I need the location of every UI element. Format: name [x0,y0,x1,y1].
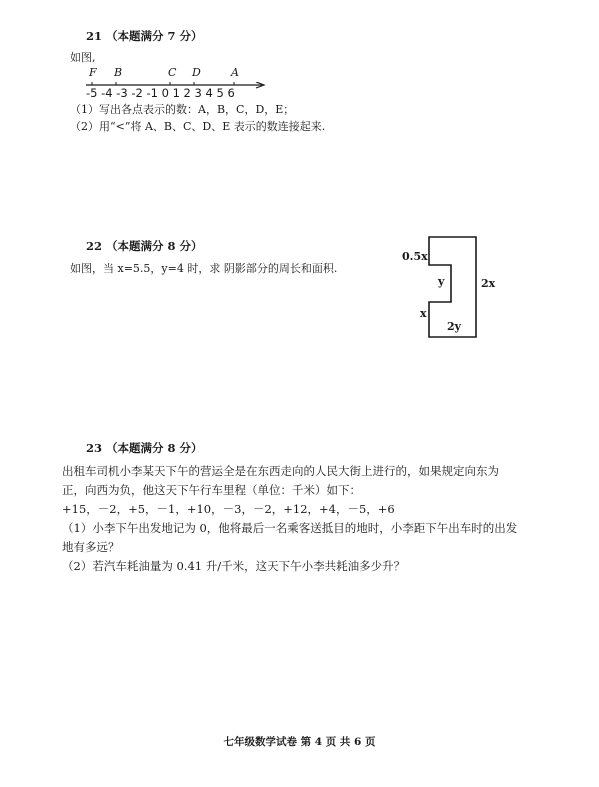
q21-subquestion-1: （1）写出各点表示的数：A，B，C，D，E； [70,103,295,116]
q21-header: 21 （本题满分 7 分） [86,29,203,43]
point-label-b: B [114,66,123,79]
page-footer: 七年级数学试卷 第 4 页 共 6 页 [223,736,376,748]
q23-mileage-list: +15，－2，+5，－1，+10，－3，－2，+12，+4，－5，+6 [62,502,395,516]
label-right-height: 2x [481,277,496,290]
q21-intro: 如图, [70,51,96,64]
label-top-height: 0.5x [402,250,428,263]
q23-subquestion-1-line-1: （1）小李下午出发地记为 0，他将最后一名乘客送抵目的地时，小李距下午出车时的出发 [62,521,518,535]
q23-subquestion-1-line-2: 地有多远？ [62,540,120,554]
label-bottom-width: 2y [447,320,462,333]
label-left-x: x [420,307,427,320]
point-label-f: F [89,66,97,79]
point-label-a: A [231,66,239,79]
label-inner-y: y [438,275,445,288]
number-line-ticks: -5 -4 -3 -2 -1 0 1 2 3 4 5 6 [86,86,235,100]
q21-subquestion-2: （2）用“<”将 A、B、C、D、E 表示的数连接起来. [70,120,326,133]
q23-line-1: 出租车司机小李某天下午的营运全是在东西走向的人民大街上进行的，如果规定向东为 [62,464,499,478]
point-label-c: C [168,66,177,79]
q23-subquestion-2: （2）若汽车耗油量为 0.41 升/千米，这天下午小李共耗油多少升？ [62,559,406,573]
point-label-d: D [192,66,201,79]
q22-text: 如图，当 x=5.5，y=4 时，求 阴影部分的周长和面积. [70,262,338,275]
q23-line-2: 正，向西为负，他这天下午行车里程（单位：千米）如下： [62,483,361,497]
q22-header: 22 （本题满分 8 分） [86,239,203,253]
q23-header: 23 （本题满分 8 分） [86,441,203,455]
